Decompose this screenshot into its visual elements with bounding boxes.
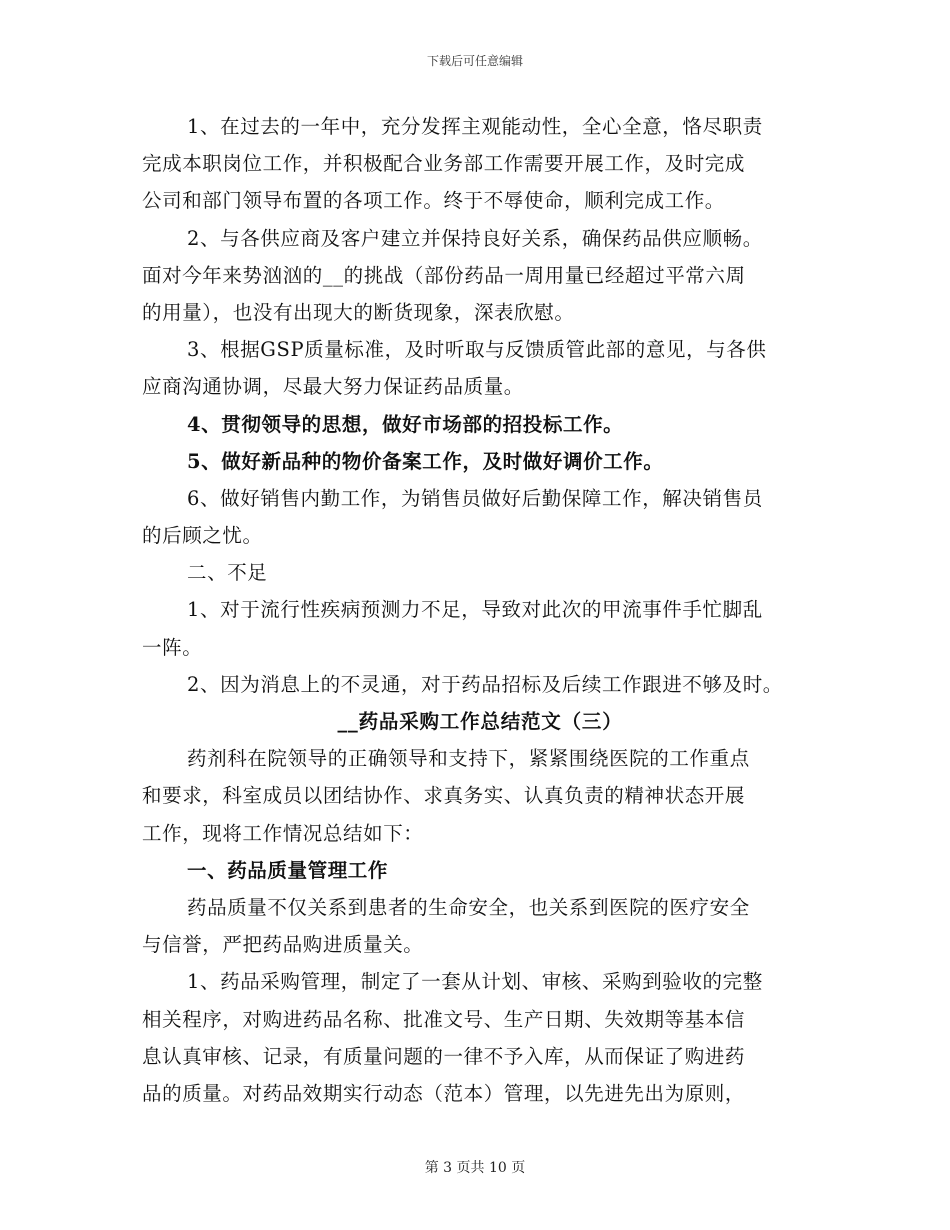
paragraph-line: 相关程序，对购进药品名称、批准文号、生产日期、失效期等基本信 — [142, 1007, 746, 1031]
paragraph-line: 6、做好销售内勤工作，为销售员做好后勤保障工作，解决销售员 — [187, 486, 763, 510]
paragraph-line: 应商沟通协调，尽最大努力保证药品质量。 — [142, 375, 524, 399]
page-header-note: 下载后可任意编辑 — [426, 54, 523, 68]
paragraph-line: 药剂科在院领导的正确领导和支持下，紧紧围绕医院的工作重点 — [187, 747, 750, 771]
document-title: __药品采购工作总结范文（三） — [337, 710, 623, 733]
paragraph-line: 的用量），也没有出现大的断货现象，深表欣慰。 — [142, 300, 575, 324]
section-heading: 一、药品质量管理工作 — [187, 858, 389, 882]
paragraph-line: 1、对于流行性疾病预测力不足，导致对此次的甲流事件手忙脚乱 — [187, 598, 763, 622]
section-heading: 二、不足 — [187, 561, 268, 585]
document-body — [142, 108, 818, 1112]
paragraph-line: 息认真审核、记录，有质量问题的一律不予入库，从而保证了购进药 — [142, 1044, 746, 1068]
paragraph-line: 品的质量。对药品效期实行动态（范本）管理，以先进先出为原则， — [142, 1081, 746, 1105]
paragraph-line: 面对今年来势汹汹的__的挑战（部份药品一周用量已经超过平常六周 — [142, 263, 746, 287]
paragraph-line: 完成本职岗位工作，并积极配合业务部工作需要开展工作，及时完成 — [142, 152, 746, 176]
paragraph-line: 1、在过去的一年中，充分发挥主观能动性，全心全意，恪尽职责 — [187, 115, 763, 138]
paragraph-line: 工作，现将工作情况总结如下： — [142, 821, 424, 845]
paragraph-line: 和要求，科室成员以团结协作、求真务实、认真负责的精神状态开展 — [142, 784, 746, 808]
bold-item-line: 4、贯彻领导的思想，做好市场部的招投标工作。 — [187, 412, 624, 436]
paragraph-line: 药品质量不仅关系到患者的生命安全，也关系到医院的医疗安全 — [187, 895, 750, 919]
page-number-footer: 第 3 页共 10 页 — [424, 1160, 526, 1176]
paragraph-line: 1、药品采购管理，制定了一套从计划、审核、采购到验收的完整 — [187, 970, 763, 994]
bold-item-line: 5、做好新品种的物价备案工作，及时做好调价工作。 — [187, 449, 664, 473]
paragraph-line: 2、与各供应商及客户建立并保持良好关系，确保药品供应顺畅。 — [187, 226, 763, 250]
paragraph-line: 一阵。 — [142, 635, 203, 659]
paragraph-line: 与信誉，严把药品购进质量关。 — [142, 933, 424, 957]
paragraph-line: 的后顾之忧。 — [142, 524, 263, 548]
paragraph-line: 3、根据GSP质量标准，及时听取与反馈质管此部的意见，与各供 — [187, 338, 767, 362]
paragraph-line: 2、因为消息上的不灵通，对于药品招标及后续工作跟进不够及时。 — [187, 672, 783, 696]
paragraph-line: 公司和部门领导布置的各项工作。终于不辱使命，顺利完成工作。 — [142, 189, 725, 213]
